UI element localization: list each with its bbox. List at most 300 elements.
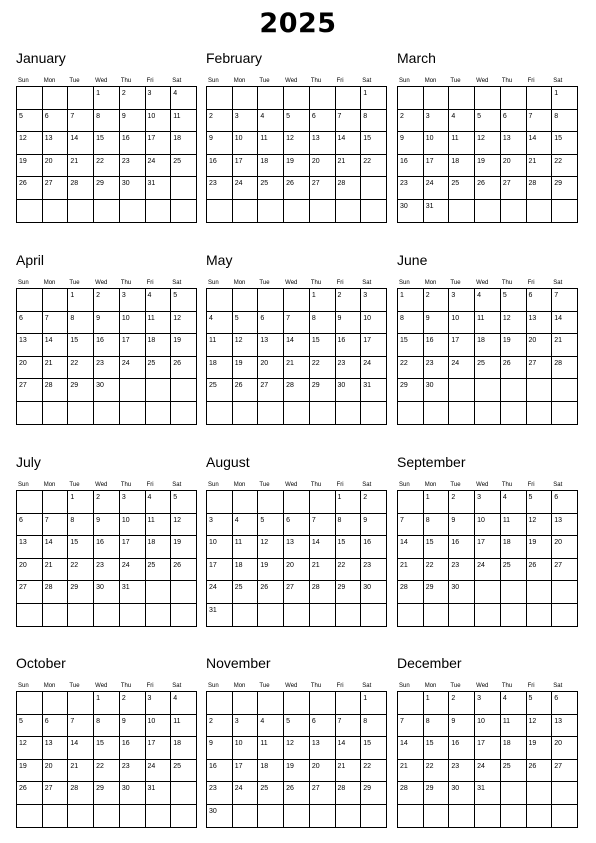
day-cell (424, 805, 450, 828)
day-cell: 13 (310, 737, 336, 760)
day-cell: 24 (449, 357, 475, 380)
day-cell: 14 (398, 737, 424, 760)
day-cell: 15 (336, 536, 362, 559)
weekday-label: Thu (310, 78, 322, 84)
day-cell (336, 805, 362, 828)
week-row (207, 692, 387, 715)
day-cell: 15 (424, 737, 450, 760)
day-cell (424, 604, 450, 627)
day-cell: 21 (398, 760, 424, 783)
day-cell: 24 (146, 760, 172, 783)
day-grid (397, 490, 578, 627)
day-cell (68, 87, 94, 110)
day-cell (501, 805, 527, 828)
day-cell: 22 (361, 155, 387, 178)
day-cell: 25 (207, 379, 233, 402)
day-cell: 8 (68, 312, 94, 335)
day-cell: 3 (146, 692, 172, 715)
week-row (398, 177, 578, 200)
year-title: 2025 (259, 8, 337, 39)
day-cell: 25 (258, 177, 284, 200)
day-cell: 12 (233, 334, 259, 357)
day-cell: 10 (146, 715, 172, 738)
day-cell: 3 (475, 692, 501, 715)
day-cell: 30 (449, 581, 475, 604)
day-cell: 14 (68, 737, 94, 760)
day-cell: 17 (233, 155, 259, 178)
week-row (17, 155, 197, 178)
day-cell: 2 (424, 289, 450, 312)
day-cell: 7 (336, 715, 362, 738)
weekday-label: Tue (259, 280, 270, 286)
day-cell: 13 (43, 737, 69, 760)
day-cell: 2 (94, 491, 120, 514)
weekday-label: Sat (362, 280, 372, 286)
day-cell: 19 (284, 155, 310, 178)
day-cell: 19 (284, 760, 310, 783)
week-row (207, 536, 387, 559)
day-cell (258, 692, 284, 715)
day-cell (120, 402, 146, 425)
day-grid (16, 86, 197, 223)
day-grid (16, 288, 197, 425)
day-cell (17, 692, 43, 715)
day-cell: 22 (424, 559, 450, 582)
day-cell: 27 (43, 782, 69, 805)
weekday-label: Sun (208, 683, 219, 689)
week-row (398, 559, 578, 582)
day-cell (17, 604, 43, 627)
day-cell: 24 (120, 357, 146, 380)
day-cell (146, 604, 172, 627)
day-cell: 28 (43, 379, 69, 402)
day-cell: 8 (310, 312, 336, 335)
day-cell: 28 (43, 581, 69, 604)
day-cell (424, 87, 450, 110)
day-cell: 15 (424, 536, 450, 559)
day-cell (501, 379, 527, 402)
day-cell (552, 200, 578, 223)
day-cell: 16 (94, 334, 120, 357)
day-cell (43, 692, 69, 715)
day-cell: 26 (501, 357, 527, 380)
month-name: July (16, 454, 41, 470)
day-cell: 19 (171, 536, 197, 559)
day-cell: 1 (94, 87, 120, 110)
day-cell: 15 (398, 334, 424, 357)
day-cell: 24 (233, 782, 259, 805)
weekday-label: Sat (362, 78, 372, 84)
day-cell: 18 (146, 536, 172, 559)
day-cell: 22 (94, 760, 120, 783)
week-row (17, 177, 197, 200)
day-cell (207, 289, 233, 312)
day-cell: 14 (68, 132, 94, 155)
week-row (17, 559, 197, 582)
day-grid (16, 490, 197, 627)
weekday-label: Wed (476, 280, 489, 286)
day-cell: 23 (398, 177, 424, 200)
day-cell: 29 (361, 782, 387, 805)
day-cell (527, 402, 553, 425)
day-cell (146, 402, 172, 425)
day-cell: 31 (120, 581, 146, 604)
weekday-label: Wed (285, 482, 298, 488)
weekday-label: Wed (285, 78, 298, 84)
day-cell: 6 (17, 514, 43, 537)
day-cell: 21 (398, 559, 424, 582)
day-cell: 24 (361, 357, 387, 380)
week-row (398, 760, 578, 783)
day-cell (17, 87, 43, 110)
week-row (398, 200, 578, 223)
weekday-label: Wed (95, 683, 108, 689)
day-cell: 20 (43, 155, 69, 178)
day-cell (207, 491, 233, 514)
weekday-label: Wed (476, 78, 489, 84)
day-cell: 10 (120, 514, 146, 537)
day-grid (206, 691, 387, 828)
weekday-label: Sun (399, 280, 410, 286)
day-cell (361, 402, 387, 425)
day-cell (475, 87, 501, 110)
day-cell: 21 (68, 155, 94, 178)
weekday-label: Fri (146, 78, 154, 84)
day-cell: 16 (398, 155, 424, 178)
day-cell: 7 (43, 312, 69, 335)
day-cell: 20 (552, 737, 578, 760)
day-cell: 26 (17, 177, 43, 200)
day-cell: 5 (527, 692, 553, 715)
day-cell: 21 (336, 760, 362, 783)
day-cell: 1 (361, 87, 387, 110)
day-cell: 30 (120, 177, 146, 200)
day-cell: 16 (207, 155, 233, 178)
day-cell: 12 (501, 312, 527, 335)
day-cell: 15 (552, 132, 578, 155)
day-cell (475, 604, 501, 627)
day-cell (68, 402, 94, 425)
day-cell (284, 805, 310, 828)
day-cell: 17 (207, 559, 233, 582)
day-cell (233, 87, 259, 110)
day-cell (284, 87, 310, 110)
day-cell: 11 (171, 110, 197, 133)
day-cell: 29 (68, 379, 94, 402)
day-cell: 9 (120, 110, 146, 133)
weekday-label: Wed (285, 683, 298, 689)
day-cell: 24 (146, 155, 172, 178)
day-cell: 7 (552, 289, 578, 312)
day-cell: 27 (17, 581, 43, 604)
day-cell (43, 604, 69, 627)
day-cell: 27 (527, 357, 553, 380)
day-cell (475, 581, 501, 604)
week-row (398, 805, 578, 828)
day-cell (43, 200, 69, 223)
day-cell: 18 (171, 132, 197, 155)
weekday-label: Sat (362, 683, 372, 689)
day-cell: 10 (233, 132, 259, 155)
week-row (398, 782, 578, 805)
week-row (398, 402, 578, 425)
day-cell: 6 (527, 289, 553, 312)
day-cell: 17 (120, 334, 146, 357)
day-cell: 4 (146, 491, 172, 514)
weekday-label: Wed (95, 280, 108, 286)
weekday-label: Fri (146, 280, 154, 286)
day-cell: 10 (120, 312, 146, 335)
day-cell: 21 (43, 357, 69, 380)
week-row (17, 402, 197, 425)
day-cell: 1 (424, 491, 450, 514)
week-row (17, 289, 197, 312)
day-cell: 3 (361, 289, 387, 312)
day-cell: 3 (475, 491, 501, 514)
day-cell (398, 805, 424, 828)
day-cell (120, 805, 146, 828)
day-cell: 2 (398, 110, 424, 133)
day-cell: 28 (284, 379, 310, 402)
day-cell: 22 (336, 559, 362, 582)
day-cell: 15 (68, 536, 94, 559)
day-cell: 8 (336, 514, 362, 537)
day-cell: 11 (171, 715, 197, 738)
day-cell: 4 (171, 87, 197, 110)
day-cell: 22 (68, 357, 94, 380)
day-cell: 18 (146, 334, 172, 357)
day-cell (424, 402, 450, 425)
day-cell: 9 (398, 132, 424, 155)
day-cell: 21 (310, 559, 336, 582)
day-cell: 24 (424, 177, 450, 200)
weekday-label: Mon (233, 280, 246, 286)
day-cell (552, 379, 578, 402)
day-cell: 10 (361, 312, 387, 335)
day-cell: 28 (398, 782, 424, 805)
weekday-label: Sat (172, 280, 182, 286)
day-cell: 4 (207, 312, 233, 335)
day-cell (552, 604, 578, 627)
day-cell: 19 (17, 155, 43, 178)
day-cell (43, 87, 69, 110)
day-cell (171, 200, 197, 223)
day-cell (527, 581, 553, 604)
weekday-label: Fri (336, 482, 344, 488)
weekday-label: Wed (95, 78, 108, 84)
day-cell (475, 200, 501, 223)
day-cell: 16 (120, 132, 146, 155)
day-cell: 17 (424, 155, 450, 178)
day-cell: 28 (336, 782, 362, 805)
day-cell: 21 (527, 155, 553, 178)
day-cell (527, 604, 553, 627)
week-row (207, 604, 387, 627)
day-cell: 18 (258, 760, 284, 783)
day-cell: 25 (233, 581, 259, 604)
day-cell: 7 (43, 514, 69, 537)
weekday-label: Mon (43, 280, 56, 286)
day-cell (449, 87, 475, 110)
day-cell: 8 (68, 514, 94, 537)
day-cell: 5 (527, 491, 553, 514)
week-row (398, 491, 578, 514)
day-cell: 30 (94, 379, 120, 402)
day-cell: 30 (398, 200, 424, 223)
day-cell: 5 (171, 289, 197, 312)
day-cell: 16 (449, 536, 475, 559)
week-row (207, 155, 387, 178)
day-cell: 27 (258, 379, 284, 402)
day-cell: 31 (146, 177, 172, 200)
weekday-label: Fri (146, 482, 154, 488)
day-cell: 5 (284, 715, 310, 738)
day-cell: 7 (68, 715, 94, 738)
day-cell: 14 (43, 334, 69, 357)
month-name: December (397, 655, 462, 671)
day-cell (171, 782, 197, 805)
day-cell: 30 (361, 581, 387, 604)
weekday-label: Sat (172, 683, 182, 689)
day-cell (233, 692, 259, 715)
day-cell: 20 (310, 155, 336, 178)
week-row (398, 357, 578, 380)
day-cell: 17 (146, 132, 172, 155)
weekday-label: Mon (233, 683, 246, 689)
day-cell: 12 (171, 312, 197, 335)
day-cell (171, 402, 197, 425)
day-grid (397, 86, 578, 223)
day-cell: 12 (258, 536, 284, 559)
day-cell: 5 (284, 110, 310, 133)
day-cell (449, 805, 475, 828)
week-row (17, 536, 197, 559)
weekday-label: Sun (208, 78, 219, 84)
day-cell: 12 (17, 737, 43, 760)
day-cell: 29 (68, 581, 94, 604)
day-cell: 23 (424, 357, 450, 380)
week-row (398, 536, 578, 559)
day-cell: 1 (310, 289, 336, 312)
day-cell: 16 (120, 737, 146, 760)
week-row (17, 581, 197, 604)
weekday-label: Tue (69, 78, 80, 84)
weekday-label: Thu (310, 482, 322, 488)
day-cell (398, 87, 424, 110)
day-cell: 14 (398, 536, 424, 559)
day-cell: 2 (336, 289, 362, 312)
day-cell (310, 200, 336, 223)
day-cell: 8 (552, 110, 578, 133)
day-cell: 24 (120, 559, 146, 582)
day-cell (207, 692, 233, 715)
day-cell: 6 (552, 692, 578, 715)
day-cell (171, 581, 197, 604)
day-cell: 15 (361, 737, 387, 760)
day-cell: 10 (207, 536, 233, 559)
week-row (398, 715, 578, 738)
weekday-label: Sat (553, 280, 563, 286)
day-cell: 25 (475, 357, 501, 380)
day-cell: 18 (233, 559, 259, 582)
day-cell: 10 (233, 737, 259, 760)
day-cell: 25 (146, 559, 172, 582)
weekday-label: Tue (259, 78, 270, 84)
day-cell: 25 (146, 357, 172, 380)
day-cell: 18 (171, 737, 197, 760)
weekday-label: Tue (450, 280, 461, 286)
week-row (398, 379, 578, 402)
day-cell (17, 491, 43, 514)
day-cell: 16 (336, 334, 362, 357)
week-row (17, 110, 197, 133)
day-cell (398, 491, 424, 514)
day-cell: 4 (449, 110, 475, 133)
weekday-label: Mon (424, 683, 437, 689)
month-name: February (206, 50, 263, 66)
day-cell (527, 805, 553, 828)
week-row (398, 312, 578, 335)
week-row (207, 715, 387, 738)
weekday-label: Tue (259, 482, 270, 488)
day-cell: 11 (501, 715, 527, 738)
day-cell: 29 (398, 379, 424, 402)
day-cell: 14 (310, 536, 336, 559)
weekday-label: Thu (120, 683, 132, 689)
weekday-label: Sun (18, 482, 29, 488)
day-cell: 23 (94, 559, 120, 582)
day-cell (258, 200, 284, 223)
day-cell: 15 (94, 132, 120, 155)
day-cell (527, 782, 553, 805)
week-row (17, 782, 197, 805)
day-cell: 26 (233, 379, 259, 402)
day-cell: 29 (424, 581, 450, 604)
weekday-label: Sun (18, 78, 29, 84)
day-cell (94, 805, 120, 828)
day-cell: 3 (146, 87, 172, 110)
day-cell: 3 (449, 289, 475, 312)
day-cell (233, 402, 259, 425)
day-cell: 6 (43, 715, 69, 738)
day-cell: 19 (475, 155, 501, 178)
day-cell: 26 (527, 760, 553, 783)
day-cell (94, 402, 120, 425)
week-row (207, 805, 387, 828)
weekday-label: Sat (553, 482, 563, 488)
day-cell (310, 692, 336, 715)
weekday-label: Wed (476, 683, 489, 689)
day-cell: 12 (171, 514, 197, 537)
day-grid (16, 691, 197, 828)
day-cell: 20 (17, 559, 43, 582)
day-cell: 1 (68, 289, 94, 312)
day-cell: 17 (449, 334, 475, 357)
day-cell: 13 (501, 132, 527, 155)
day-cell (552, 782, 578, 805)
day-cell: 9 (449, 715, 475, 738)
week-row (207, 289, 387, 312)
day-cell (146, 200, 172, 223)
day-cell: 22 (552, 155, 578, 178)
weekday-label: Fri (336, 78, 344, 84)
day-cell (361, 177, 387, 200)
day-cell: 23 (336, 357, 362, 380)
day-cell: 26 (475, 177, 501, 200)
day-cell: 25 (501, 559, 527, 582)
week-row (398, 334, 578, 357)
day-cell: 19 (171, 334, 197, 357)
